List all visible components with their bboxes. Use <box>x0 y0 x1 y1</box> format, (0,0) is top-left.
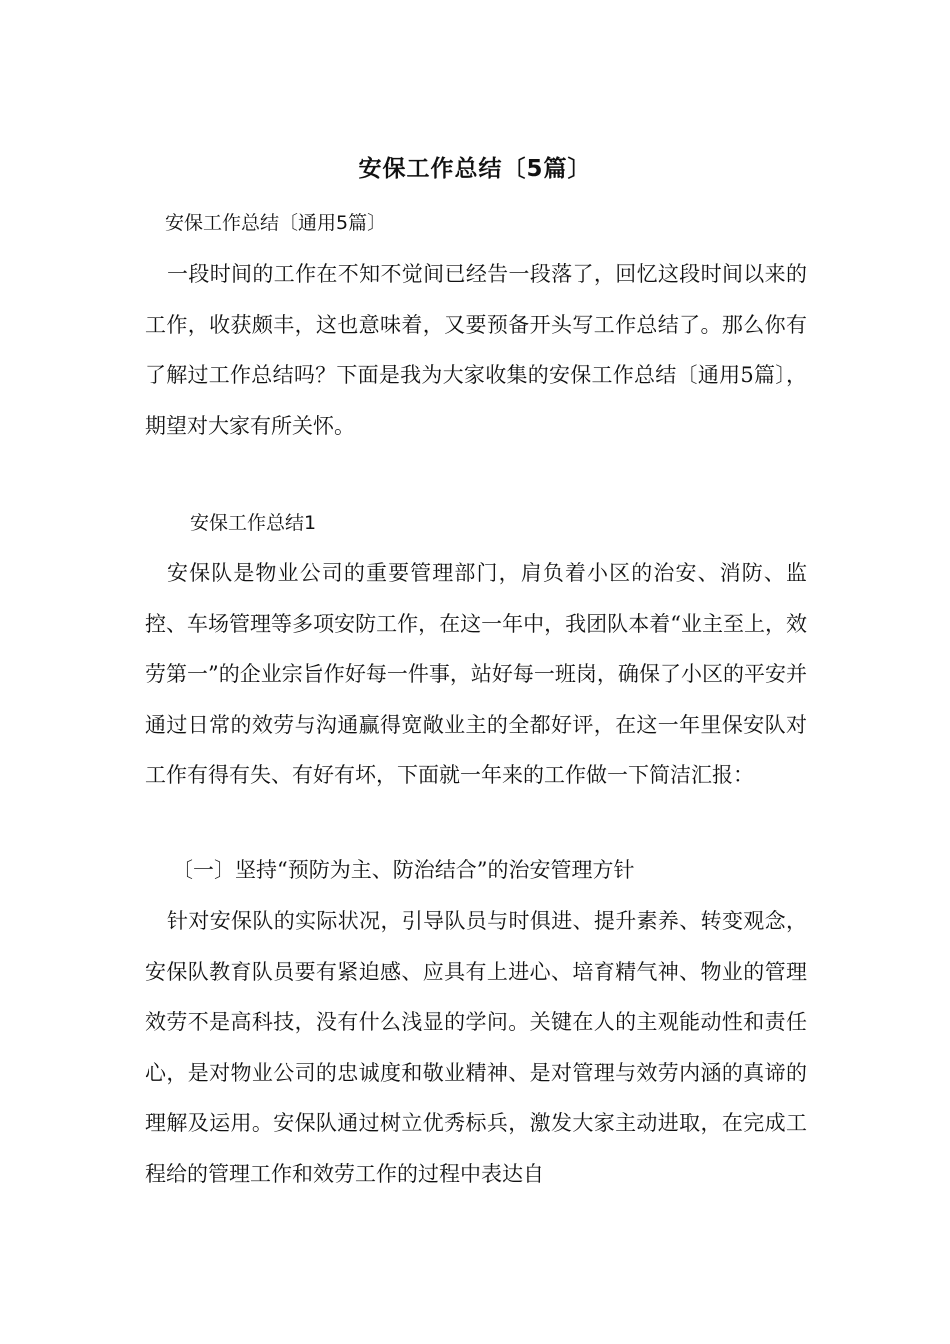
intro-paragraph <box>145 249 807 451</box>
paragraph-text: 安保队是物业公司的重要管理部门，肩负着小区的治安、消防、监控、车场管理等多项安防工作，在这一年中，我团队本着“业主至上，效劳第一”的企业宗旨作好每一件事，站好每一班岗，确保了小区的平安并通过日常的效劳与沟通赢得宽敞业主的全都好评，在这一年里保安队对工作有得有失、有好有坏，下面就一年来的工作做一下简洁汇报： <box>145 561 807 787</box>
document-title: 安保工作总结〔5篇〕 <box>358 156 592 182</box>
body-paragraph <box>145 896 807 1199</box>
document-subtitle: 安保工作总结〔通用5篇〕 <box>165 212 387 234</box>
section-heading: 〔一〕坚持“预防为主、防治结合”的治安管理方针 <box>172 858 635 882</box>
body-paragraph <box>145 548 807 801</box>
intro-text: 一段时间的工作在不知不觉间已经告一段落了，回忆这段时间以来的工作，收获颇丰，这也意味着，又要预备开头写工作总结了。那么你有了解过工作总结吗？下面是我为大家收集的安保工作总结〔通用5篇〕，期望对大家有所关怀。 <box>145 262 807 438</box>
section-title: 安保工作总结1 <box>190 512 317 534</box>
paragraph-text: 针对安保队的实际状况，引导队员与时俱进、提升素养、转变观念，安保队教育队员要有紧迫感、应具有上进心、培育精气神、物业的管理效劳不是高科技，没有什么浅显的学问。关键在人的主观能动性和责任心，是对物业公司的忠诚度和敬业精神、是对管理与效劳内涵的真谛的理解及运用。安保队通过树立优秀标兵，激发大家主动进取，在完成工程给的管理工作和效劳工作的过程中表达自 <box>145 909 807 1186</box>
